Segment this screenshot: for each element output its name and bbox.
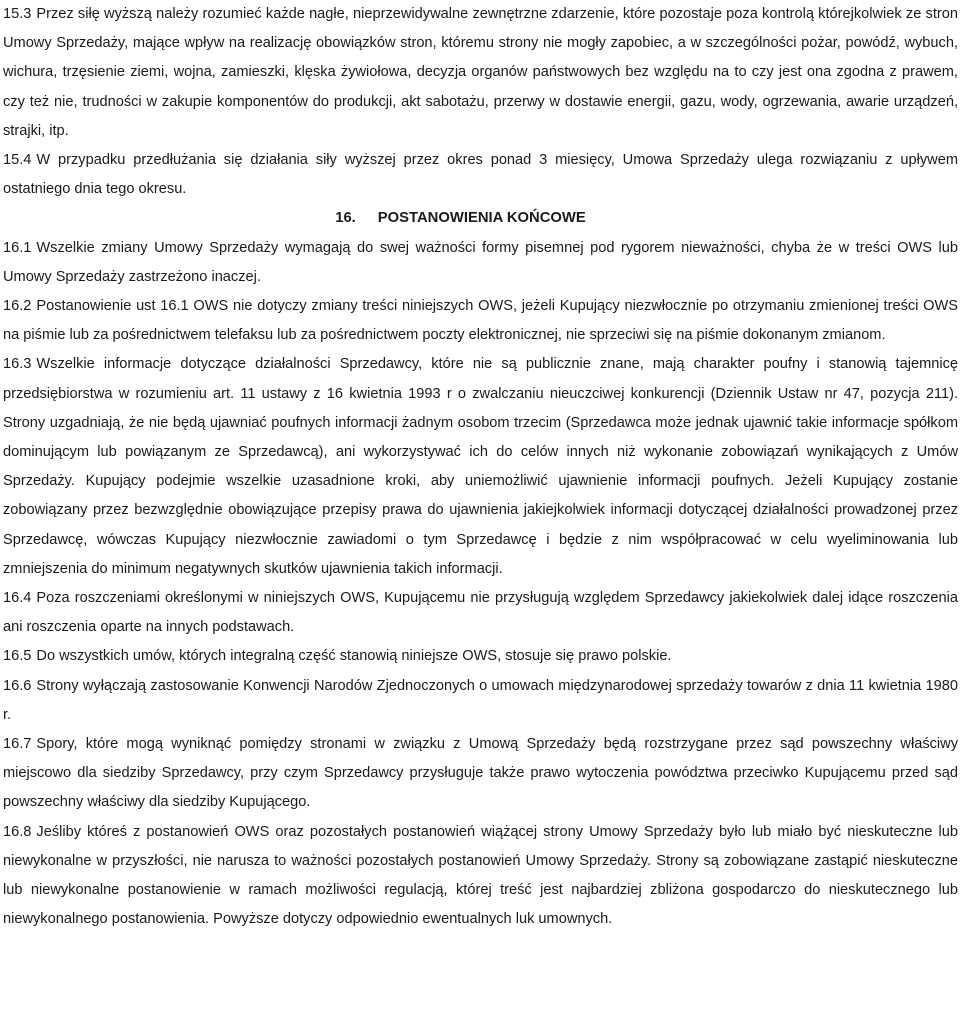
clause-16-4 [3,584,958,642]
clause-text: Wszelkie informacje dotyczące działalności Sprzedawcy, które nie są publicznie znane, mają charakter poufny i stanowią tajemnicę przedsiębiorstwa w rozumieniu art. 11 ustawy z 16 kwietnia 1993 r o zwalczaniu nieuczciwej konkurencji (Dziennik Ustaw nr 47, pozycja 211). Strony uzgadniają, że nie będą ujawniać poufnych informacji żadnym osobom trzecim (Sprzedawca może jednak ujawnić takie informacje spółkom dominującym lub powiązanym ze Sprzedawcą), ani wykorzystywać ich do celów innych niż wykonanie zobowiązań wynikających z Umów Sprzedaży. Kupujący podejmie wszelkie uzasadnione kroki, aby uniemożliwić ujawnienie informacji poufnych. Jeżeli Kupujący zostanie zobowiązany przez bezwzględnie obowiązujące przepisy prawa do ujawnienia jakiejkolwiek informacji dotyczącej działalności prowadzonej przez Sprzedawcę, wówczas Kupujący niezwłocznie zawiadomi o tym Sprzedawcę i będzie z nim współpracować w celu wyeliminowania lub zmniejszenia do minimum negatywnych skutków ujawnienia takich informacji. [3,356,958,577]
clause-number: 16.2 [3,298,32,315]
clause-text: Wszelkie zmiany Umowy Sprzedaży wymagają do swej ważności formy pisemnej pod rygorem nieważności, chyba że w treści OWS lub Umowy Sprzedaży zastrzeżono inaczej. [3,239,958,285]
clause-16-2 [3,292,958,350]
clause-16-1 [3,234,958,292]
section-heading [3,204,958,233]
clause-number: 16.4 [3,590,32,607]
clause-number: 16.6 [3,677,32,694]
clause-16-7 [3,730,958,818]
clause-number: 15.4 [3,152,32,169]
clause-number: 16.1 [3,239,32,256]
clause-text: Postanowienie ust 16.1 OWS nie dotyczy zmiany treści niniejszych OWS, jeżeli Kupujący niezwłocznie po otrzymaniu zmienionej treści OWS na piśmie lub za pośrednictwem telefaksu lub za pośrednictwem poczty elektronicznej, nie sprzeciwi się na piśmie dokonanym zmianom. [3,298,958,344]
clause-16-3 [3,350,958,584]
clause-text: Przez siłę wyższą należy rozumieć każde nagłe, nieprzewidywalne zewnętrzne zdarzenie, które pozostaje poza kontrolą którejkolwiek ze stron Umowy Sprzedaży, mające wpływ na realizację obowiązków stron, któremu strony nie mogły zapobiec, a w szczególności pożar, powódź, wybuch, wichura, trzęsienie ziemi, wojna, zamieszki, klęska żywiołowa, decyzja organów państwowych bez względu na to czy jest ona zgodna z prawem, czy też nie, trudności w zakupie komponentów do produkcji, akt sabotażu, przerwy w dostawie energii, gazu, wody, ogrzewania, awarie urządzeń, strajki, itp. [3,6,958,139]
clause-number: 16.7 [3,736,32,753]
clause-number: 16.5 [3,648,32,665]
clause-number: 16.3 [3,356,32,373]
clause-text: Strony wyłączają zastosowanie Konwencji Narodów Zjednoczonych o umowach międzynarodowej sprzedaży towarów z dnia 11 kwietnia 1980 r. [3,677,958,723]
document-page [3,0,958,935]
clause-number: 16.8 [3,823,32,840]
clause-15-4 [3,146,958,204]
clause-text: Poza roszczeniami określonymi w niniejszych OWS, Kupującemu nie przysługują względem Sprzedawcy jakiekolwiek dalej idące roszczenia ani roszczenia oparte na innych podstawach. [3,590,958,636]
section-number: 16. [335,210,356,227]
clause-text: Do wszystkich umów, których integralną część stanowią niniejsze OWS, stosuje się prawo polskie. [36,648,672,665]
clause-16-5 [3,642,958,671]
clause-number: 15.3 [3,6,32,22]
clause-16-6 [3,672,958,730]
clause-text: Jeśliby któreś z postanowień OWS oraz pozostałych postanowień wiążącej strony Umowy Sprzedaży było lub miało być nieskuteczne lub niewykonalne w przyszłości, nie narusza to ważności pozostałych postanowień Umowy Sprzedaży. Strony są zobowiązane zastąpić nieskuteczne lub niewykonalne postanowienie w ramach możliwości regulacją, której treść jest najbardziej zbliżona gospodarczo do nieskutecznego lub niewykonalnego postanowienia. Powyższe dotyczy odpowiednio ewentualnych luk umownych. [3,823,958,928]
clause-text: W przypadku przedłużania się działania siły wyższej przez okres ponad 3 miesięcy, Umowa Sprzedaży ulega rozwiązaniu z upływem ostatniego dnia tego okresu. [3,152,958,198]
section-title: POSTANOWIENIA KOŃCOWE [377,210,586,227]
clause-text: Spory, które mogą wyniknąć pomiędzy stronami w związku z Umową Sprzedaży będą rozstrzygane przez sąd powszechny właściwy miejscowo dla siedziby Sprzedawcy, przy czym Sprzedawcy przysługuje także prawo wytoczenia powództwa przeciwko Kupującemu przed sąd powszechny właściwy dla siedziby Kupującego. [3,736,958,811]
clause-16-8 [3,818,958,935]
clause-15-3 [3,0,958,146]
